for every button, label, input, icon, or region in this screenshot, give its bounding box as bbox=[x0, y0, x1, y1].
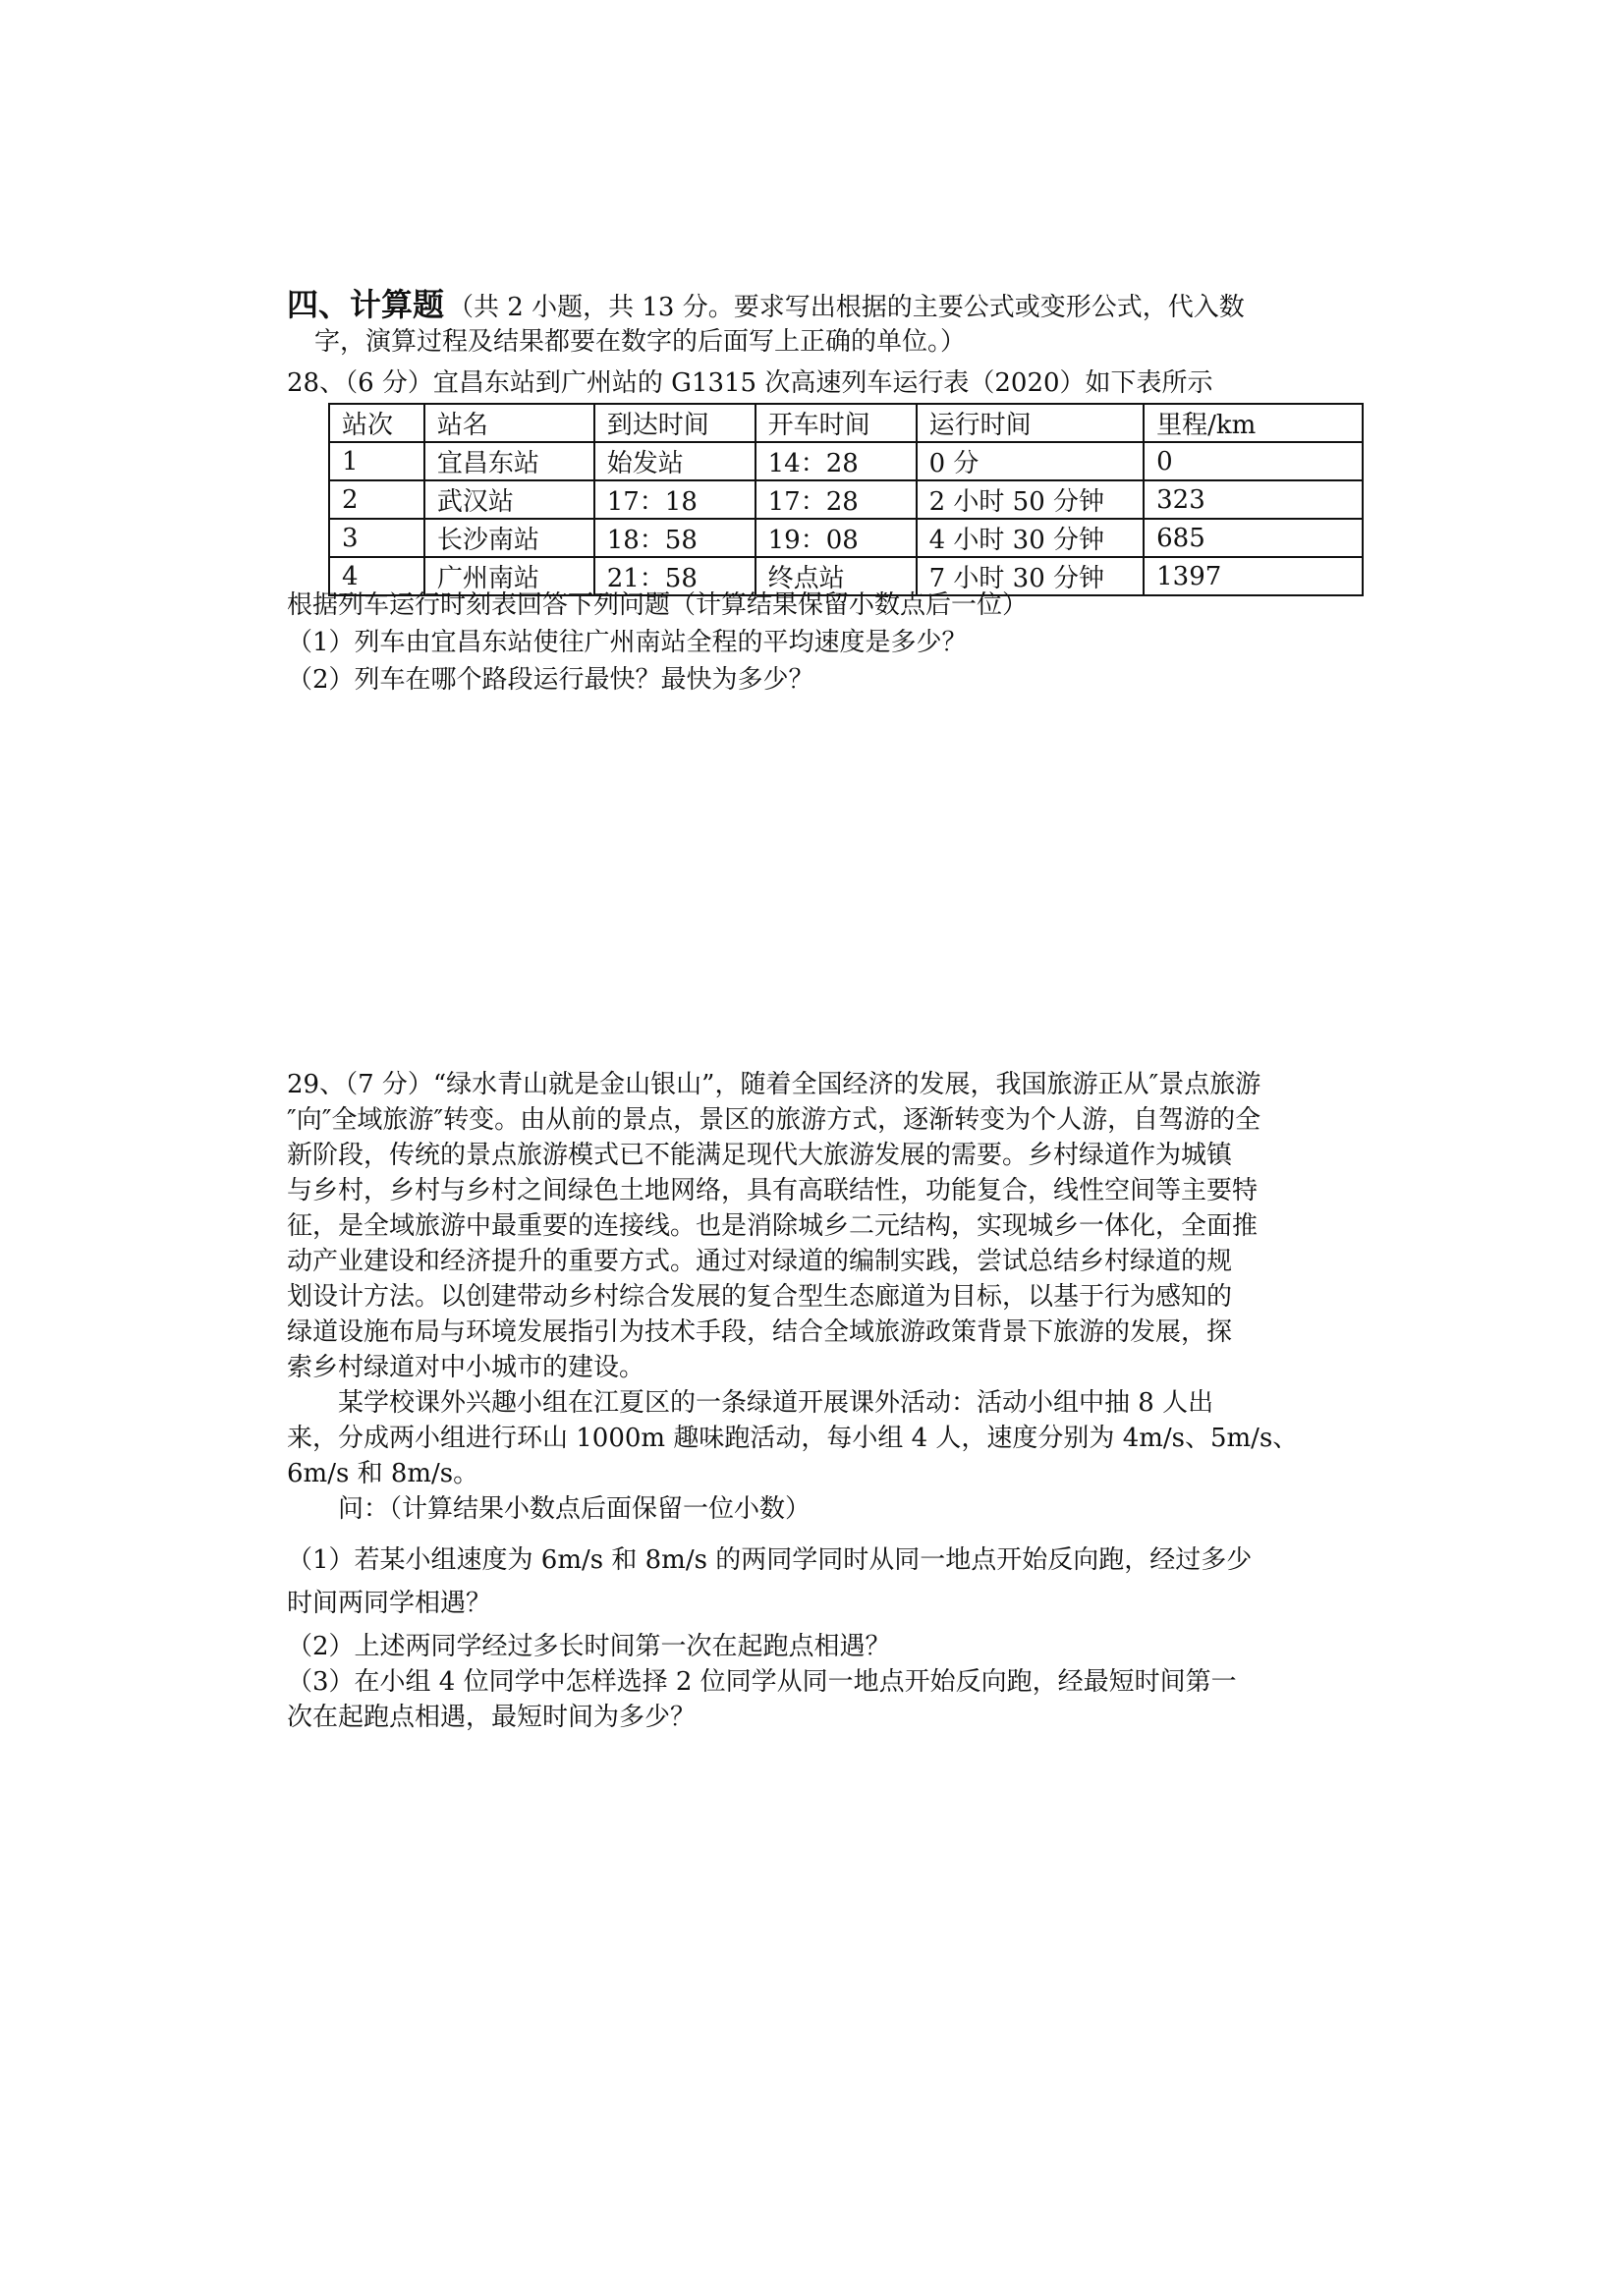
q29-passage-line: 新阶段，传统的景点旅游模式已不能满足现代大旅游发展的需要。乡村绿道作为城镇 bbox=[287, 1141, 1233, 1170]
train-timetable bbox=[328, 403, 1364, 596]
table-cell: 1397 bbox=[1144, 557, 1363, 595]
table-cell: 685 bbox=[1144, 519, 1363, 557]
q29-sub-question-3-line1: （3）在小组 4 位同学中怎样选择 2 位同学从同一地点开始反向跑，经最短时间第一 bbox=[287, 1667, 1237, 1697]
q29-passage-line: 索乡村绿道对中小城市的建设。 bbox=[287, 1353, 645, 1382]
table-header-cell: 运行时间 bbox=[917, 404, 1145, 442]
table-cell: 2 小时 50 分钟 bbox=[917, 480, 1145, 519]
table-header-cell: 到达时间 bbox=[594, 404, 756, 442]
table-cell: 4 bbox=[329, 557, 424, 595]
q29-passage-line: 绿道设施布局与环境发展指引为技术手段，结合全域旅游政策背景下旅游的发展，探 bbox=[287, 1317, 1233, 1347]
q29-passage-line: 来，分成两小组进行环山 1000m 趣味跑活动，每小组 4 人，速度分别为 4m/s、5m/s、 bbox=[287, 1424, 1299, 1453]
q29-sub-questions bbox=[287, 1542, 1356, 1735]
table-cell: 18：58 bbox=[594, 519, 756, 557]
table-header-cell: 站名 bbox=[424, 404, 594, 442]
table-row bbox=[329, 519, 1363, 557]
q29-passage-line: 6m/s 和 8m/s。 bbox=[287, 1459, 479, 1488]
table-cell: 14：28 bbox=[756, 442, 917, 480]
section-instruction-1: （共 2 小题，共 13 分。要求写出根据的主要公式或变形公式，代入数 bbox=[448, 293, 1245, 322]
q29-passage-line: ″向″全域旅游″转变。由从前的景点，景区的旅游方式，逐渐转变为个人游，自驾游的全 bbox=[287, 1105, 1261, 1135]
q28-prompt: 根据列车运行时刻表回答下列问题（计算结果保留小数点后一位） bbox=[287, 590, 1029, 620]
q28-sub-question-1: （1）列车由宜昌东站使往广州南站全程的平均速度是多少？ bbox=[287, 628, 968, 657]
q28-intro: 28、（6 分）宜昌东站到广州站的 G1315 次高速列车运行表（2020）如下表所示 bbox=[287, 368, 1213, 398]
table-cell: 宜昌东站 bbox=[424, 442, 594, 480]
table-row bbox=[329, 480, 1363, 519]
table-cell: 0 分 bbox=[917, 442, 1145, 480]
q29-passage-line: 征，是全域旅游中最重要的连接线。也是消除城乡二元结构，实现城乡一体化，全面推 bbox=[287, 1211, 1259, 1241]
q29-passage bbox=[287, 1067, 1356, 1527]
q29-passage-line: 某学校课外兴趣小组在江夏区的一条绿道开展课外活动：活动小组中抽 8 人出 bbox=[287, 1388, 1214, 1418]
table-cell: 17：18 bbox=[594, 480, 756, 519]
q29-sub-question-1-line2: 时间两同学相遇？ bbox=[287, 1589, 492, 1618]
table-cell: 7 小时 30 分钟 bbox=[917, 557, 1145, 595]
q29-passage-line: 划设计方法。以创建带动乡村综合发展的复合型生态廊道为目标，以基于行为感知的 bbox=[287, 1282, 1233, 1312]
table-header-cell: 里程/km bbox=[1144, 404, 1363, 442]
table-cell: 1 bbox=[329, 442, 424, 480]
q29-passage-line: 问：（计算结果小数点后面保留一位小数） bbox=[287, 1494, 812, 1524]
table-cell: 始发站 bbox=[594, 442, 756, 480]
table-cell: 323 bbox=[1144, 480, 1363, 519]
table-cell: 武汉站 bbox=[424, 480, 594, 519]
table-cell: 3 bbox=[329, 519, 424, 557]
table-cell: 4 小时 30 分钟 bbox=[917, 519, 1145, 557]
table-cell: 广州南站 bbox=[424, 557, 594, 595]
table-cell: 19：08 bbox=[756, 519, 917, 557]
q28-sub-question-2: （2）列车在哪个路段运行最快？最快为多少？ bbox=[287, 665, 814, 695]
q29-sub-question-3-line2: 次在起跑点相遇，最短时间为多少？ bbox=[287, 1703, 697, 1732]
table-header-row bbox=[329, 404, 1363, 442]
table-header-cell: 站次 bbox=[329, 404, 424, 442]
section-instruction-2: 字，演算过程及结果都要在数字的后面写上正确的单位。） bbox=[314, 327, 967, 357]
q29-sub-question-2: （2）上述两同学经过多长时间第一次在起跑点相遇？ bbox=[287, 1632, 891, 1661]
q29-passage-line: 动产业建设和经济提升的重要方式。通过对绿道的编制实践，尝试总结乡村绿道的规 bbox=[287, 1247, 1233, 1276]
section-heading bbox=[287, 287, 1245, 325]
table-row bbox=[329, 442, 1363, 480]
q29-passage-line: 29、（7 分）“绿水青山就是金山银山”，随着全国经济的发展，我国旅游正从″景点旅游 bbox=[287, 1070, 1261, 1099]
table-header-cell: 开车时间 bbox=[756, 404, 917, 442]
q29-sub-question-1-line1: （1）若某小组速度为 6m/s 和 8m/s 的两同学同时从同一地点开始反向跑，经过多少 bbox=[287, 1545, 1253, 1575]
table-cell: 长沙南站 bbox=[424, 519, 594, 557]
table-cell: 终点站 bbox=[756, 557, 917, 595]
table-cell: 0 bbox=[1144, 442, 1363, 480]
table-cell: 2 bbox=[329, 480, 424, 519]
q29-passage-line: 与乡村，乡村与乡村之间绿色土地网络，具有高联结性，功能复合，线性空间等主要特 bbox=[287, 1176, 1259, 1205]
table-cell: 21：58 bbox=[594, 557, 756, 595]
section-title: 四、计算题 bbox=[287, 286, 445, 323]
table-cell: 17：28 bbox=[756, 480, 917, 519]
